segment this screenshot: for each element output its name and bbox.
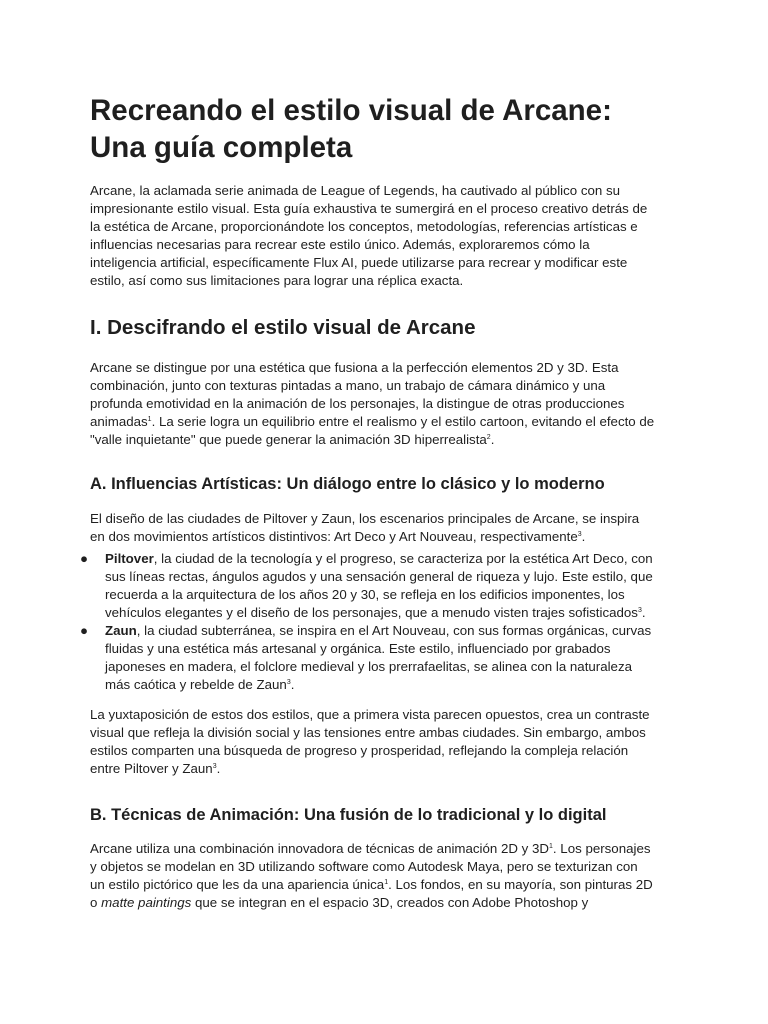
intro-line: inteligencia artificial, específicamente Flux AI, puede utilizarse para recrear y modificar este [90,255,628,270]
list-item-piltover [80,550,690,622]
section-1-paragraph [90,359,690,449]
intro-line: influencias necesarias para recrear este estilo único. Además, exploraremos cómo la [90,237,590,252]
intro-line: la estética de Arcane, proporcionándote los conceptos, metodologías, referencias artísticas e [90,219,638,234]
text-run: , la ciudad subterránea, se inspira en el Art Nouveau, con sus formas orgánicas, curvas [136,623,652,638]
page-title [90,92,690,166]
list-line [105,550,690,568]
text-run: . Los personajes [552,841,651,856]
paragraph-line: estilos comparten una búsqueda de progreso y prosperidad, reflejando la compleja relación [90,743,629,758]
bullet-icon: ● [80,551,89,566]
text-run: . [641,605,646,620]
text-run: más caótica y rebelde de Zaun [105,677,287,692]
paragraph-line: Arcane se distingue por una estética que fusiona a la perfección elementos 2D y 3D. Esta [90,360,619,375]
list-line: sus líneas rectas, ángulos agudos y una sensación general de riqueza y lujo. Este estilo, que [105,569,653,584]
footnote-ref: 3 [577,531,582,538]
city-bullet-list [80,550,690,694]
text-run: "valle inquietante" que puede generar la animación 3D hiperrealista [90,432,487,447]
section-1-heading: I. Descifrando el estilo visual de Arcane [90,316,476,339]
intro-line: impresionante estilo visual. Esta guía exhaustiva te sumergirá en el proceso creativo detrás de [90,201,648,216]
list-item-zaun [80,622,690,694]
list-line: recuerda a la arquitectura de los años 20 y 30, se refleja en los edificios imponentes, los [105,587,625,602]
footnote-ref: 3 [212,763,217,770]
bold-term: Zaun [105,623,137,638]
text-run: . [581,529,586,544]
footnote-ref: 1 [549,843,553,850]
list-line [105,622,690,640]
paragraph-line [90,413,690,431]
footnote-ref: 3 [286,679,291,686]
paragraph-line [90,894,690,912]
footnote-ref: 1 [384,879,389,886]
title-line-2: Una guía completa [90,131,353,164]
paragraph-line [90,876,690,894]
section-b-paragraph [90,840,690,912]
text-run: animadas [90,414,148,429]
text-run: . [216,761,221,776]
section-a-heading: A. Influencias Artísticas: Un diálogo entre lo clásico y lo moderno [90,475,605,493]
text-run: Arcane utiliza una combinación innovadora de técnicas de animación 2D y 3D [90,841,550,856]
text-run: . [290,677,295,692]
intro-paragraph [90,182,690,290]
section-a-paragraph-2 [90,706,690,778]
text-run: vehículos elegantes y el diseño de los personajes, que a menudo visten trajes sofisticados [105,605,638,620]
paragraph-line [90,528,690,546]
bullet-icon: ● [80,623,89,638]
list-line [105,604,690,622]
list-line: japoneses en madera, el folclore medieval y los prerrafaelitas, se alinea con la naturaleza [105,659,632,674]
paragraph-line: La yuxtaposición de estos dos estilos, que a primera vista parecen opuestos, crea un contraste [90,707,650,722]
footnote-ref: 2 [486,434,491,441]
intro-line: estilo, así como sus limitaciones para lograr una réplica exacta. [90,273,464,288]
paragraph-line [90,431,690,449]
paragraph-line: combinación, junto con texturas pintadas a mano, un trabajo de cámara dinámico y una [90,378,606,393]
text-run: , la ciudad de la tecnología y el progreso, se caracteriza por la estética Art Deco, con [153,551,653,566]
intro-line: Arcane, la aclamada serie animada de League of Legends, ha cautivado al público con su [90,183,621,198]
text-run: o [90,895,102,910]
paragraph-line [90,840,690,858]
section-a-paragraph-1 [90,510,690,546]
text-run: que se integran en el espacio 3D, creados con Adobe Photoshop y [191,895,589,910]
section-b-heading: B. Técnicas de Animación: Una fusión de lo tradicional y lo digital [90,806,607,824]
text-run: un estilo pictórico que les da una apariencia única [90,877,385,892]
text-run: . La serie logra un equilibrio entre el realismo y el estilo cartoon, evitando el efecto de [151,414,655,429]
text-run: . [490,432,495,447]
title-line-1: Recreando el estilo visual de Arcane: [90,94,612,127]
footnote-ref: 1 [147,416,152,423]
text-run: en dos movimientos artísticos distintivos: Art Deco y Art Nouveau, respectivamente [90,529,578,544]
italic-term: matte paintings [101,895,192,910]
paragraph-line: y objetos se modelan en 3D utilizando software como Autodesk Maya, pero se texturizan con [90,859,638,874]
list-line [105,676,690,694]
list-line: fluidas y una estética más artesanal y orgánica. Este estilo, influenciado por grabados [105,641,611,656]
paragraph-line: profunda emotividad en la animación de los personajes, la distingue de otras producciones [90,396,625,411]
text-run: . Los fondos, en su mayoría, son pinturas 2D [388,877,653,892]
paragraph-line [90,760,690,778]
paragraph-line: visual que refleja la división social y las tensiones entre ambas ciudades. Sin embargo, ambos [90,725,646,740]
footnote-ref: 3 [637,607,642,614]
text-run: entre Piltover y Zaun [90,761,213,776]
bold-term: Piltover [105,551,154,566]
paragraph-line: El diseño de las ciudades de Piltover y Zaun, los escenarios principales de Arcane, se inspira [90,511,640,526]
